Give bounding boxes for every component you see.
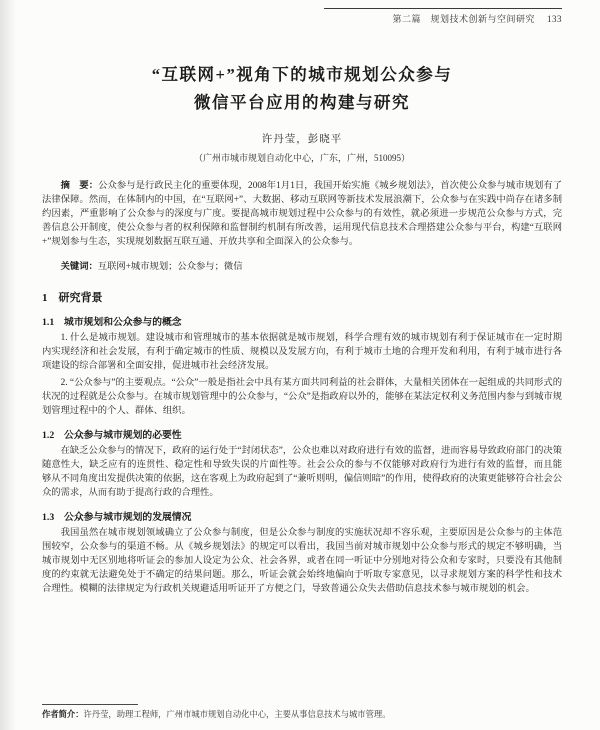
footnote [42, 708, 562, 720]
page-header [324, 8, 562, 25]
chapter-title: 第二篇 规划技术创新与空间研究 [392, 14, 535, 24]
header-rule [324, 8, 562, 9]
page-number: 133 [547, 14, 562, 24]
footnote-label: 作者简介： [42, 710, 84, 719]
paper-title [42, 61, 562, 116]
abstract [42, 179, 562, 249]
keywords [42, 258, 562, 272]
paragraph: 2. “公众参与”的主要观点。“公众”一般是指社会中具有某方面共同利益的社会群体，大量相关团体在一起组成的共同形式的状况的过程就是公众参与。在城市规划管理中的公众参与，“公众”是指政府以外的，能够在某法定权利义务范围内参与到城市规划管理过程中的个人、群体、组织。 [42, 378, 562, 417]
abstract-label: 摘 要： [60, 181, 99, 192]
footnote-rule [42, 704, 138, 705]
paragraph: 在缺乏公众参与的情况下，政府的运行处于“封闭状态”，公众也难以对政府进行有效的监督，进而容易导致政府部门的决策随意性大，缺乏应有的连贯性、稳定性和导致失误的片面性等。社会公众的参与不仅能够对政府行为进行有效的监督，而且能够从不同角度出发提供决策的依据，这在客观上为政府起到了“兼听则明，偏信则暗”的作用，使得政府的决策更能够符合社会公众的需求，从而有助于提高行政的合理性。 [42, 446, 562, 499]
abstract-text: 公众参与是行政民主化的重要体现，2008年1月1日，我国开始实施《城乡规划法》，首次使公众参与城市规划有了法律保障。然而，在体制内的中国，在“互联网+”、大数据、移动互联网等新技术发展浪潮下，公众参与在实践中尚存在诸多制约因素，严重影响了公众参与的深度与广度。要提高城市规划过程中公众参与的有效性，就必须进一步规范公众参与方式，完善信息公开制度，使公众参与者的权利保障和监督制约机制有所改善，运用现代信息技术合理搭建公众参与平台，构建“互联网+”规划参与生态，实现规划数据互联互通、开放共享和全面深入的公众参与。 [42, 181, 562, 248]
authors: 许丹莹，彭晓平 [261, 134, 343, 146]
paragraph: 我国虽然在城市规划领域确立了公众参与制度，但是公众参与制度的实施状况却不容乐观，主要原因是公众参与的主体范围较窄，公众参与的渠道不畅。从《城乡规划法》的规定可以看出，我国当前对城市规划中公众参与形式的规定不够明确，当城市规划中无区别地将听证会的参加人设定为公众、社会各界，或者在同一听证中分别地对待公众和专家时，只要没有其他制度的约束就无法避免处于不确定的结果问题。那么，听证会就会始终地偏向于听取专家意见，以寻求规划方案的科学性和技术合理性。模糊的法律规定为行政机关规避适用听证开了方便之门，导致普通公众失去借助信息技术参与城市规划的机会。 [42, 528, 562, 595]
paragraph: 1. 什么是城市规划。建设城市和管理城市的基本依据就是城市规划，科学合理有效的城市规划有利于保证城市在一定时期内实现经济和社会发展，有利于确定城市的性质、规模以及发展方向，有利于城市土地的合理开发和利用，有利于城市进行各项建设的综合部署和全面安排，促进城市社会经济发展。 [42, 333, 562, 372]
paper-title-line2: 微信平台应用的构建与研究 [194, 92, 410, 112]
footnote-area [42, 704, 562, 720]
footnote-text: 许丹莹，助理工程师，广州市城市规划自动化中心，主要从事信息技术与城市管理。 [83, 710, 391, 719]
subsection-heading-1-1: 1.1 城市规划和公众参与的概念 [42, 317, 182, 329]
affiliation: （广州市城市规划自动化中心，广东，广州，510095） [193, 153, 410, 164]
subsection-heading-1-3: 1.3 公众参与城市规划的发展情况 [42, 512, 192, 524]
subsection-heading-1-2: 1.2 公众参与城市规划的必要性 [42, 430, 182, 442]
section-heading-1: 1 研究背景 [42, 292, 103, 305]
keywords-text: 互联网+城市规划；公众参与；微信 [97, 262, 243, 273]
paper-title-line1: “互联网+”视角下的城市规划公众参与 [151, 65, 453, 84]
keywords-label: 关键词： [60, 262, 98, 273]
